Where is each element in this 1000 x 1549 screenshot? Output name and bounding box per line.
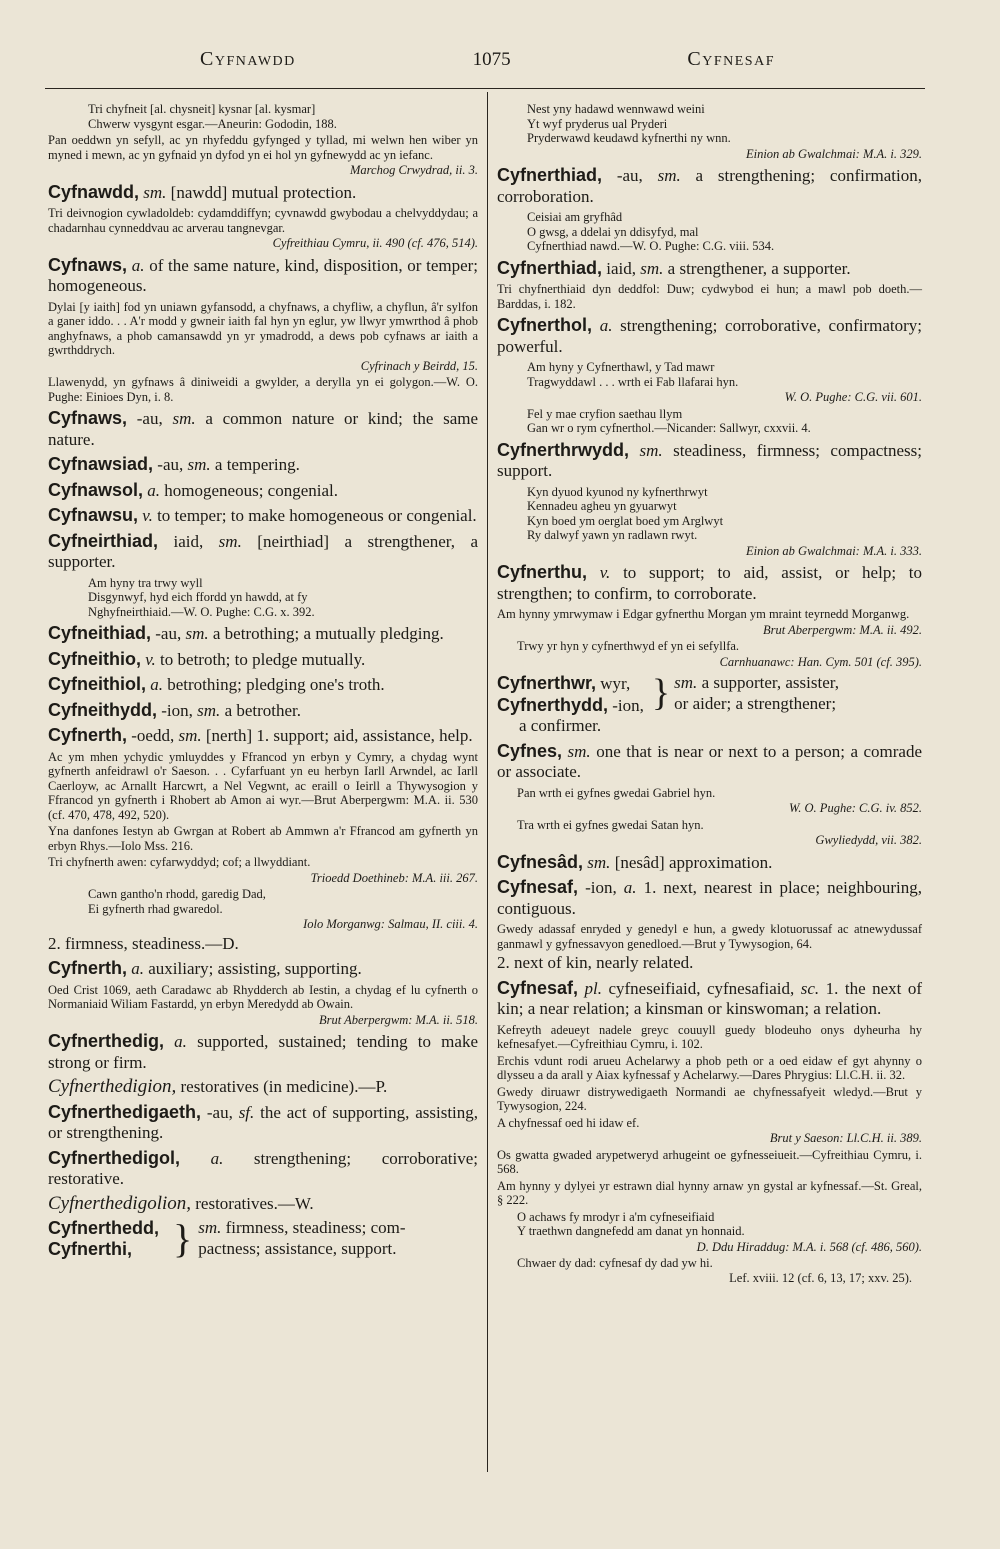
plural-form: -au, [616, 166, 643, 185]
headword: Cyfnerthrwydd, [497, 439, 630, 460]
definition: auxiliary; assisting, supporting. [148, 959, 362, 978]
definition: restoratives (in medicine).—P. [180, 1077, 388, 1096]
grammar-label: a. [131, 255, 145, 275]
dictionary-entry [497, 440, 922, 482]
quote-line: Nghyfneirthiaid.—W. O. Pughe: C.G. x. 392. [88, 604, 315, 619]
headword: Cyfnawdd, [48, 181, 140, 202]
quotation: Yna danfones Iestyn ab Gwrgan at Robert ab Ammwn a'r Ffrancod am gyfnerth yn erbyn Rhys.—Iolo Mss. 216. [48, 824, 478, 853]
dictionary-entry [48, 454, 478, 476]
headword: Cyfnerthwr, [497, 673, 597, 693]
definition: strengthening; corroborative; restorative. [48, 1148, 478, 1188]
quote-line: Gan wr o rym cyfnerthol.—Nicander: Sallwyr, cxxvii. 4. [527, 421, 811, 435]
dictionary-entry [48, 182, 478, 204]
citation: Cyfrinach y Beirdd, 15. [360, 358, 478, 373]
quote-line: Nest yny hadawd wennwawd weini [527, 102, 705, 116]
quotation: Gwedy adassaf enryded y genedyl e hun, a gwedy klotuorussaf ac atnewydussaf ganmawl y gyfnessavyon genedloed.—Brut y Tywysogion, 64. [497, 922, 922, 951]
dictionary-entry [48, 1102, 478, 1144]
grammar-label: a. [131, 959, 145, 978]
headword: Cyfnerthedigaeth, [48, 1101, 202, 1122]
dictionary-entry [48, 674, 478, 696]
definition: of the same nature, kind, disposition, or temper; homogeneous. [48, 255, 479, 295]
grammar-label: sm. [674, 673, 698, 692]
headword: Cyfnesaf, [497, 877, 579, 897]
dictionary-entry [497, 741, 922, 783]
plural-form: wyr, [600, 674, 631, 693]
left-column [48, 100, 478, 1262]
grammar-label: sm. [172, 409, 196, 428]
plural-form: -oedd, [131, 726, 175, 745]
dictionary-entry [48, 1077, 478, 1098]
headword: Cyfnerthiad, [497, 257, 603, 278]
definition: homogeneous; congenial. [164, 480, 339, 500]
quotation: Am hynny ymrwymaw i Edgar gyfnerthu Morgan ym mraint teyrnedd Morganwg. [497, 607, 910, 621]
quotation [497, 360, 922, 389]
quotation: Erchis vdunt rodi arueu Achelarwy a phob peth or a oed eidaw ef gyt ahynny o dlysseu a da arall y Aiax kyfnessaf y Achelarwy.—Dares Phrygius: Ll.C.H. ii. 32. [497, 1053, 922, 1082]
quote-line: Kyn dyuod kyunod ny kyfnerthrwyt [527, 484, 708, 499]
quotation [497, 1256, 922, 1285]
headword: Cyfneithiol, [48, 674, 146, 694]
grammar-label: a. [623, 878, 637, 897]
definition-block [198, 1218, 405, 1259]
headword: Cyfnerth, [48, 958, 128, 978]
quote-line: Ry dalwyf yawn yn radlawn rwyt. [527, 528, 698, 542]
definition-block [674, 673, 839, 714]
definition: [nerth] 1. support; aid, assistance, help. [205, 726, 473, 745]
definition: to temper; to make homogeneous or congenial. [157, 506, 477, 525]
grammar-label: sm. [143, 182, 167, 202]
grammar-label: sm. [185, 624, 209, 643]
grammar-label: a. [210, 1148, 224, 1168]
headword-pair [497, 673, 644, 737]
plural-form: cyfneseifiaid, cyfnesafiaid, [608, 978, 795, 998]
plural-form: -ion, [161, 700, 193, 720]
quote-line: Y traethwn dangnefedd am danat yn honnaid. [517, 1224, 745, 1238]
quote-line: Yt wyf pryderus ual Pryderi [527, 116, 668, 131]
quotation: Oed Crist 1069, aeth Caradawc ab Rhydderch ab Iestin, a chydag ef lu cyfnerth o Normaniaid Wiliam Fastardd, yn erbyn Meredydd ab Owain. [48, 982, 478, 1011]
grammar-label: sm. [178, 726, 202, 745]
plural-form: iaid, [606, 258, 637, 278]
citation: W. O. Pughe: C.G. vii. 601. [784, 390, 922, 404]
plural-form: -au, [136, 409, 163, 428]
quotation [497, 102, 922, 146]
grammar-label: a. [150, 675, 163, 694]
header-rule [45, 88, 925, 89]
quote-line: Cyfnerthiad nawd.—W. O. Pughe: C.G. viii. 534. [527, 239, 775, 253]
right-column [497, 100, 922, 1286]
headword: Cyfnerth, [48, 725, 128, 745]
definition: to support; to aid, assist, or help; to strengthen; to confirm, to corroborate. [497, 563, 923, 603]
grammar-label: sm. [567, 741, 591, 761]
citation: Marchog Crwydrad, ii. 3. [349, 163, 478, 177]
headword: Cyfnaws, [48, 254, 128, 275]
quote-line: Chwaer dy dad: cyfnesaf dy dad yw hi. [517, 1256, 713, 1270]
definition: the act of supporting, assisting, or strengthening. [48, 1102, 479, 1142]
definition: 1. the next of kin; a near relation; a kinsman or kinswoman; a relation. [497, 978, 922, 1018]
definition: a common nature or kind; the same nature. [48, 409, 479, 449]
quote-line: Fel y mae cryfion saethau llym [527, 406, 683, 421]
headword: Cyfnes, [497, 740, 563, 761]
dictionary-entry [48, 1194, 478, 1215]
headword: Cyfnerthedigion, [48, 1076, 177, 1097]
headword: Cyfnerthedig, [48, 1031, 165, 1051]
quotation: Llawenydd, yn gyfnaws â diniweidi a gwylder, a derylla yn ei golygon.—W. O. Pughe: Einioes Dyn, i. 8. [48, 375, 478, 404]
headword: Cyfneithiad, [48, 623, 152, 643]
quote-line: Disgynwyf, hyd eich ffordd yn hawdd, at fy [88, 590, 308, 604]
plural-form: -au, [206, 1102, 233, 1122]
dictionary-entry [48, 1031, 478, 1073]
citation: Gwyliedydd, vii. 382. [815, 833, 922, 847]
quote-line: Kyn boed ym oerglat boed ym Arglwyt [527, 513, 724, 528]
definition: to betroth; to pledge mutually. [160, 649, 366, 669]
definition: a strengthening; confirmation, corroboration. [497, 166, 922, 206]
quotation: Pan wrth ei gyfnes gwedai Gabriel hyn. [517, 785, 716, 800]
citation: Iolo Morganwg: Salmau, II. ciii. 4. [303, 917, 478, 931]
quotation: Ac ym mhen ychydic ymluyddes y Ffrancod yn erbyn y Cymry, a chydag wynt gyfnerth anfeidrawl o'r Saeson. . . Cyfarfuant yn eu herbyn Iarll Arwndel, ac Iarll Caerloyw, ac Arnallt Harcwrt, a Nel Vegwnt, ac eraill o Ieirll a Thywysogion y Ffrancod yn gyfnerth i Rhobert ab Amon ai wyr.—Brut Aberpergwm: M.A. ii. 530 (cf. 470, 478, 492, 520). [48, 749, 478, 822]
dictionary-entry [497, 852, 922, 874]
plural-form: -au, [155, 624, 182, 643]
column-divider [487, 92, 488, 1472]
quotation [48, 576, 478, 620]
quote-line: O gwsg, a ddelai yn ddisyfyd, mal [527, 224, 699, 239]
sense-definition: 2. next of kin, nearly related. [497, 953, 694, 972]
header-left-guideword: Cyfnawdd [200, 48, 296, 70]
grammar-label: sm. [218, 531, 242, 551]
quotation: Tri chyfnerthiaid dyn deddfol: Duw; cydwybod ei hun; a mawl pob doeth.—Barddas, i. 182. [497, 282, 922, 311]
quotation: Gwedy diruawr distrywedigaeth Normandi ae chyfnessafyeit wledyd.—Brut y Tywysogion, 224. [497, 1084, 922, 1113]
citation: W. O. Pughe: C.G. iv. 852. [789, 801, 922, 815]
grammar-label: sm. [657, 166, 681, 185]
citation: Brut y Saeson: Ll.C.H. ii. 389. [769, 1131, 922, 1145]
grammar-label: a. [599, 316, 613, 335]
quote-line: Lef. xviii. 12 (cf. 6, 13, 17; xxv. 25). [729, 1270, 912, 1285]
definition: pactness; assistance, support. [198, 1238, 397, 1258]
dictionary-entry [48, 700, 478, 722]
dictionary-entry [497, 877, 922, 919]
citation: D. Ddu Hiraddug: M.A. i. 568 (cf. 486, 560). [696, 1239, 922, 1254]
headword: Cyfnerthiad, [497, 165, 603, 185]
quotation: Am hynny y dylyei yr estrawn dial hynny arnaw yn gystal ar kyfnessaf.—St. Greal, § 222. [497, 1178, 922, 1207]
definition: a tempering. [214, 455, 300, 474]
grammar-label: v. [145, 649, 156, 669]
dictionary-entry [48, 1148, 478, 1190]
header-right-guideword: Cyfnesaf [687, 48, 775, 70]
dictionary-entry [48, 408, 478, 450]
plural-form: iaid, [173, 531, 204, 551]
plural-form: -ion, [585, 878, 617, 897]
plural-form: -ion, [612, 695, 644, 715]
dictionary-entry [48, 480, 478, 502]
quote-line: Ceisiai am gryfhâd [527, 210, 623, 224]
headword: Cyfnesaf, [497, 977, 579, 998]
headword: Cyfneithio, [48, 648, 141, 669]
page-number: 1075 [472, 49, 511, 70]
dictionary-entry [48, 1215, 478, 1261]
running-header [200, 48, 775, 78]
quotation: Os gwatta gwaded arypetweryd arhugeint oe gyfnesseiueit.—Cyfreithiau Cymru, i. 568. [497, 1147, 922, 1176]
definition: a betrothing; a mutually pledging. [212, 624, 444, 643]
dictionary-entry [48, 725, 478, 747]
quote-line: Am hyny y Cyfnerthawl, y Tad mawr [527, 360, 715, 374]
grammar-label: a. [174, 1032, 187, 1051]
citation: Cyfreithiau Cymru, ii. 490 (cf. 476, 514). [272, 236, 478, 250]
grammar-label: v. [142, 506, 153, 525]
headword: Cyfneithydd, [48, 699, 158, 720]
grammar-label: sm. [197, 700, 221, 720]
dictionary-entry [497, 673, 922, 737]
quote-line: O achaws fy mrodyr i a'm cyfneseifiaid [517, 1209, 715, 1224]
grammar-label: sm. [198, 1218, 222, 1237]
quotation: Tri deivnogion cywladoldeb: cydamddiffyn; cyvnawdd gwybodau a chelvyddydau; a chadarnhau cynneddvau ac arverau tangnevgar. [48, 206, 478, 235]
headword: Cyfnerthydd, [497, 694, 609, 715]
brace: } [173, 1215, 193, 1261]
citation: Brut Aberpergwm: M.A. ii. 518. [318, 1012, 478, 1027]
headword: Cyfnawsiad, [48, 454, 154, 474]
headword: Cyfnerthedigol, [48, 1147, 181, 1168]
headword: Cyfneirthiad, [48, 530, 159, 551]
headword: Cyfnerthu, [497, 562, 587, 582]
quotation [497, 407, 922, 436]
grammar-label: v. [599, 563, 611, 582]
quotation: Trwy yr hyn y cyfnerthwyd ef yn ei sefyllfa. [517, 639, 740, 653]
dictionary-entry [48, 505, 478, 527]
dictionary-entry [497, 165, 922, 207]
dictionary-entry [48, 649, 478, 671]
dictionary-entry [48, 623, 478, 645]
headword: Cyfnesâd, [497, 851, 584, 872]
definition: a betrother. [224, 700, 302, 720]
headword: Cyfnerthedigolion, [48, 1192, 192, 1214]
dictionary-entry [48, 255, 478, 297]
definition: [neirthiad] a strengthener, a supporter. [48, 531, 479, 571]
citation: Einion ab Gwalchmai: M.A. i. 333. [745, 543, 922, 558]
grammar-label: sm. [640, 258, 664, 278]
dictionary-entry [497, 562, 922, 604]
quotation: Tri chyfnerth awen: cyfarwyddyd; cof; a llwyddiant. [48, 855, 311, 869]
citation: Carnhuanawc: Han. Cym. 501 (cf. 395). [719, 654, 922, 669]
headword: Cyfnawsol, [48, 479, 144, 500]
citation: Trioedd Doethineb: M.A. iii. 267. [310, 870, 478, 885]
grammar-label: sm. [587, 852, 611, 872]
headword: Cyfnaws, [48, 408, 128, 428]
quote-line: Pryderwawd keudawd kyfnerthi ny wnn. [527, 131, 731, 145]
plural-form: -au, [157, 455, 184, 474]
quotation [48, 887, 478, 916]
definition: one that is near or next to a person; a comrade or associate. [497, 741, 923, 781]
quotation: Kefreyth adeueyt nadele greyc couuyll guedy blodeuho onys dyheurha hy kefnesafyet.—Cyfreithiau Cymru, i. 102. [497, 1022, 922, 1051]
quotation: Dylai [y iaith] fod yn uniawn gyfansodd, a chyfnaws, a chyfliw, a chyflun, â'r sylfon a ganer iddo. . . A'r modd y gwneir iaith fal hyn yn eglur, yw llwyr ymwrthod â phob anghyfnaws, a phob camansawdd yn yr ymadrodd, a dews pob cyfnaws ar iaith a gwrthddrych. [48, 299, 478, 357]
citation: Einion ab Gwalchmai: M.A. i. 329. [745, 146, 922, 161]
quotation [497, 1210, 922, 1239]
headword-pair [48, 1218, 159, 1259]
grammar-label: a. [147, 480, 161, 500]
citation: Brut Aberpergwm: M.A. ii. 492. [762, 622, 922, 637]
dictionary-entry [497, 258, 922, 280]
dictionary-entry [48, 958, 478, 980]
grammar-label: sm. [639, 440, 663, 460]
definition: a confirmer. [519, 716, 602, 735]
definition: betrothing; pledging one's troth. [167, 675, 385, 694]
headword: Cyfnerthi, [48, 1238, 133, 1259]
definition: [nesâd] approximation. [614, 852, 773, 872]
definition: supported, sustained; tending to make strong or firm. [48, 1032, 478, 1072]
dictionary-entry [48, 531, 478, 573]
headword: Cyfnerthedd, [48, 1218, 160, 1238]
quotation: Tra wrth ei gyfnes gwedai Satan hyn. [517, 817, 704, 832]
definition: a strengthener, a supporter. [667, 258, 851, 278]
brace: } [651, 672, 671, 714]
grammar-label: sc. [800, 978, 820, 998]
quote-line: Ei gyfnerth rhad gwaredol. [88, 901, 223, 916]
grammar-label: pl. [584, 978, 602, 998]
dictionary-entry [497, 978, 922, 1020]
definition: 1. next, nearest in place; neighbouring, contiguous. [497, 878, 923, 918]
quotation: Pan oeddwn yn sefyll, ac yn rhyfeddu gyfynged y tyllad, mi welwn hen wiber yn myned i mewn, ac yn gyfnaid yn dyfod yn ei hol yn gyfnewydd ac yn iefanc. [48, 133, 478, 162]
grammar-label: sf. [238, 1102, 255, 1122]
quote-line: Tragwyddawl . . . wrth ei Fab llafarai hyn. [527, 374, 739, 389]
quotation [497, 210, 922, 254]
dictionary-entry [497, 315, 922, 357]
definition: restoratives.—W. [195, 1193, 314, 1213]
definition: a supporter, assister, [701, 673, 839, 692]
quote-line: Am hyny tra trwy wyll [88, 575, 203, 590]
definition: or aider; a strengthener; [674, 693, 837, 713]
definition: strengthening; corroborative, confirmatory; powerful. [497, 316, 922, 356]
quote-line: Tri chyfneit [al. chysneit] kysnar [al. kysmar] [88, 102, 316, 116]
quotation [497, 485, 922, 543]
headword: Cyfnawsu, [48, 505, 139, 525]
quote-line: Cawn gantho'n rhodd, garedig Dad, [88, 887, 266, 901]
sense-definition: 2. firmness, steadiness.—D. [48, 933, 239, 953]
quotation: A chyfnessaf oed hi idaw ef. [497, 1115, 640, 1130]
grammar-label: sm. [187, 455, 211, 474]
quotation [48, 102, 478, 131]
quote-line: Chwerw vysgynt esgar.—Aneurin: Gododin, 188. [88, 116, 337, 131]
definition: steadiness, firmness; compactness; support. [497, 440, 923, 480]
quote-line: Kennadeu agheu yn gyuarwyt [527, 499, 677, 513]
definition: firmness, steadiness; com- [225, 1218, 406, 1237]
headword: Cyfnerthol, [497, 315, 593, 335]
definition: [nawdd] mutual protection. [170, 182, 357, 202]
